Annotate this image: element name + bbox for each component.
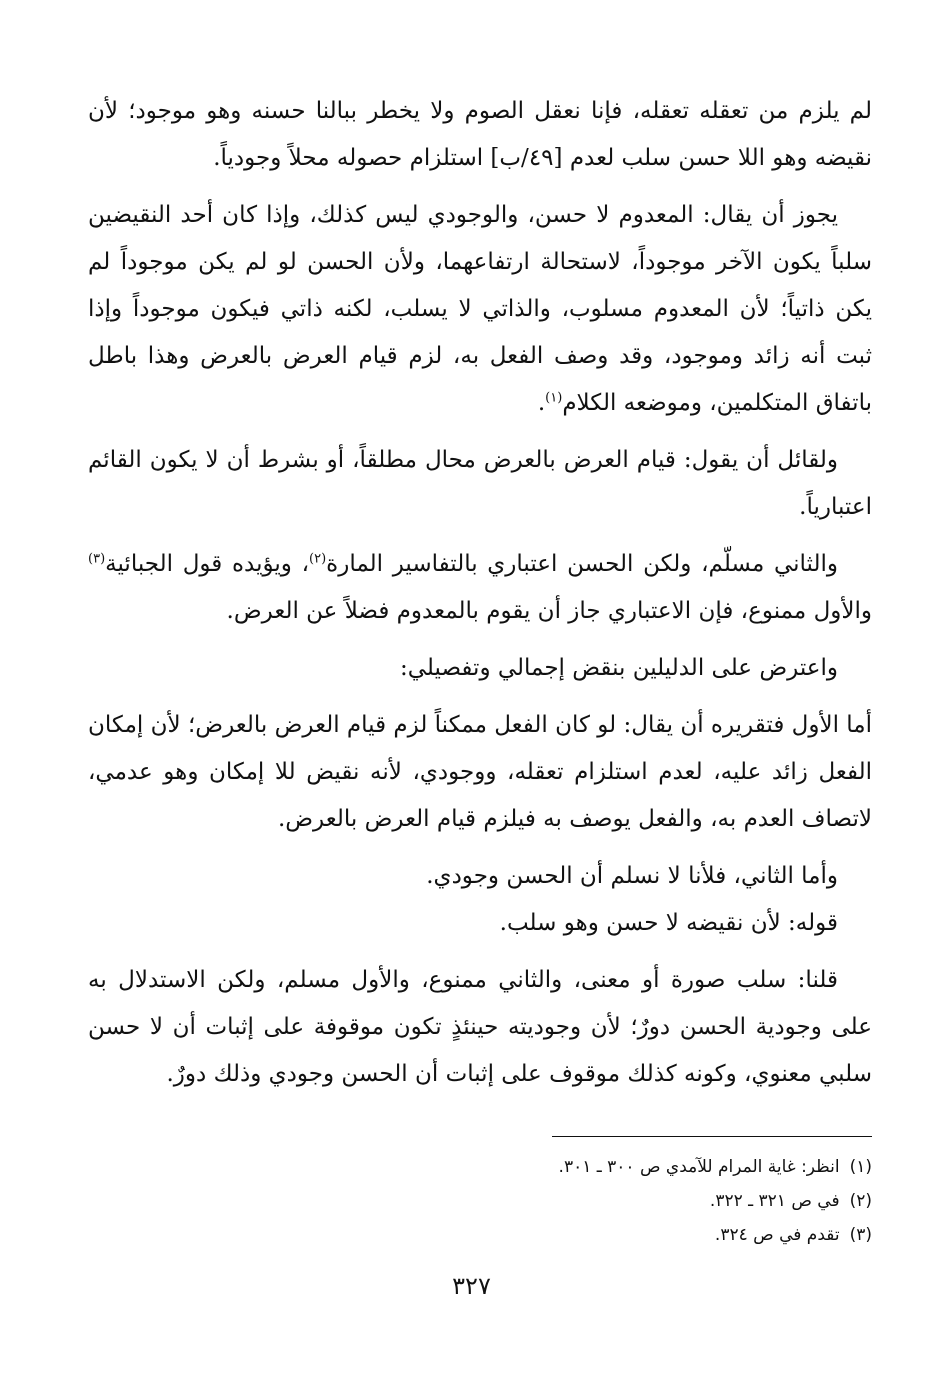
- paragraph-2: [88, 192, 872, 427]
- footnote-ref-2[interactable]: (٢): [309, 551, 327, 567]
- footnote-2: [172, 1184, 872, 1218]
- footnote-separator: [552, 1136, 872, 1137]
- paragraph-5-text: واعترض على الدليلين بنقض إجمالي وتفصيلي:: [399, 655, 838, 681]
- paragraph-2-end: .: [537, 390, 546, 416]
- footnote-ref-1[interactable]: (١): [545, 390, 563, 406]
- footnote-2-text: في ص ٣٢١ ـ ٣٢٢.: [709, 1191, 840, 1211]
- paragraph-1-text: لم يلزم من تعقله تعقله، فإنا نعقل الصوم ولا يخطر ببالنا حسنه وهو موجود؛ لأن نقيضه وهو اللا حسن سلب لعدم [٤٩/ب] استلزام حصوله محلاً وجودياً.: [88, 98, 872, 171]
- paragraph-7-text: وأما الثاني، فلأنا لا نسلم أن الحسن وجودي.: [426, 863, 838, 889]
- paragraph-2-text: يجوز أن يقال: المعدوم لا حسن، والوجودي ليس كذلك، وإذا كان أحد النقيضين سلباً يكون الآخر موجوداً، لاستحالة ارتفاعهما، ولأن الحسن لو لم يكن موجوداً لم يكن ذاتياً؛ لأن المعدوم مسلوب، والذاتي لا يسلب، لكنه ذاتي فيكون موجوداً وإذا ثبت أنه زائد وموجود، وقد وصف الفعل به، لزم قيام العرض بالعرض وهذا باطل باتفاق المتكلمين، وموضعه الكلام: [88, 202, 872, 416]
- paragraph-4: [88, 541, 872, 635]
- paragraph-9: [88, 957, 872, 1098]
- paragraph-6-text: أما الأول فتقريره أن يقال: لو كان الفعل ممكناً لزم قيام العرض بالعرض؛ لأن إمكان الفعل زائد عليه، لعدم استلزام تعقله، ووجودي، لأنه نقيض للا إمكان وهو عدمي، لاتصاف العدم به، والفعل يوصف به فيلزم قيام العرض بالعرض.: [88, 712, 872, 832]
- footnote-ref-3[interactable]: (٣): [88, 551, 106, 567]
- footnote-1-text: انظر: غاية المرام للآمدي ص ٣٠٠ ـ ٣٠١.: [558, 1157, 840, 1177]
- paragraph-8: [88, 900, 872, 947]
- paragraph-1: [88, 88, 872, 182]
- paragraph-6: [88, 702, 872, 843]
- footnote-3-number: (٣): [849, 1225, 872, 1245]
- page-body: [88, 88, 872, 1098]
- paragraph-4-text-c: والأول ممنوع، فإن الاعتباري جاز أن يقوم بالمعدوم فضلاً عن العرض.: [226, 598, 872, 624]
- paragraph-3-text: ولقائل أن يقول: قيام العرض بالعرض محال مطلقاً، أو بشرط أن لا يكون القائم اعتبارياً.: [88, 447, 872, 520]
- paragraph-4-text-b: ، ويؤيده قول الجبائية: [105, 551, 310, 577]
- paragraph-9-text: قلنا: سلب صورة أو معنى، والثاني ممنوع، والأول مسلم، ولكن الاستدلال به على وجودية الحسن دورٌ؛ لأن وجوديته حينئذٍ تكون موقوفة على إثبات أن لا حسن سلبي معنوي، وكونه كذلك موقوف على إثبات أن الحسن وجودي وذلك دورٌ.: [88, 967, 872, 1087]
- footnote-1: [172, 1150, 872, 1184]
- paragraph-3: [88, 437, 872, 531]
- footnote-1-number: (١): [849, 1157, 872, 1177]
- paragraph-5: [88, 645, 872, 692]
- paragraph-7: [88, 853, 872, 900]
- paragraph-4-text-a: والثاني مسلّم، ولكن الحسن اعتباري بالتفاسير المارة: [326, 551, 838, 577]
- footnote-2-number: (٢): [849, 1191, 872, 1211]
- page-number: ٣٢٧: [452, 1272, 491, 1300]
- footnote-3-text: تقدم في ص ٣٢٤.: [714, 1225, 840, 1245]
- footnotes: [172, 1150, 872, 1252]
- footnote-3: [172, 1218, 872, 1252]
- paragraph-8-text: قوله: لأن نقيضه لا حسن وهو سلب.: [499, 910, 838, 936]
